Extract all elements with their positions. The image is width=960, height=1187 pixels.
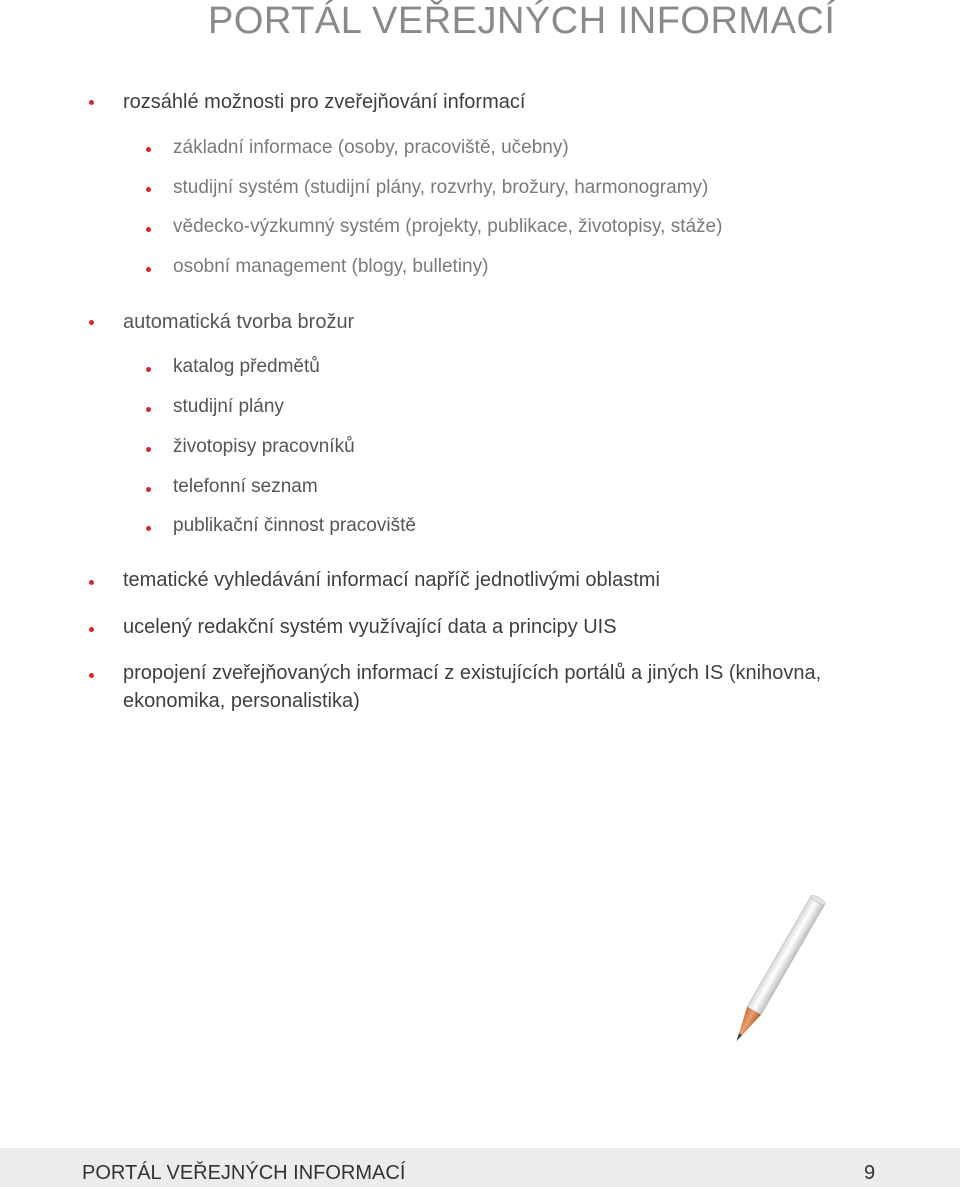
bullet (89, 320, 94, 325)
bullet (146, 187, 151, 192)
bullet (146, 447, 151, 452)
pencil-illustration (708, 890, 838, 1065)
bullet (89, 100, 94, 105)
list-subitem: studijní systém (studijní plány, rozvrhy, brožury, harmonogramy) (173, 177, 709, 198)
list-subitem: životopisy pracovníků (173, 436, 355, 457)
page-number: 9 (864, 1162, 876, 1184)
page-title: PORTÁL VEŘEJNÝCH INFORMACÍ (208, 0, 836, 42)
bullet (89, 673, 94, 678)
list-item-linking-line1: propojení zveřejňovaných informací z existujících portálů a jiných IS (knihovna, (123, 662, 822, 684)
bullet (146, 267, 151, 272)
list-subitem: vědecko-výzkumný systém (projekty, publikace, životopisy, stáže) (173, 216, 723, 237)
list-item-search: tematické vyhledávání informací napříč jednotlivými oblastmi (123, 569, 660, 591)
bullet (89, 580, 94, 585)
list-item-brochures: automatická tvorba brožur (123, 311, 355, 333)
footer-title: PORTÁL VEŘEJNÝCH INFORMACÍ (82, 1162, 406, 1184)
bullet (89, 627, 94, 632)
list-subitem: katalog předmětů (173, 356, 320, 377)
list-item-publishing: rozsáhlé možnosti pro zveřejňování informací (123, 91, 526, 113)
list-subitem: osobní management (blogy, bulletiny) (173, 256, 489, 277)
bullet (146, 526, 151, 531)
list-item-linking-line2: ekonomika, personalistika) (123, 690, 360, 712)
list-subitem: základní informace (osoby, pracoviště, učebny) (173, 137, 569, 158)
bullet (146, 227, 151, 232)
bullet (146, 367, 151, 372)
bullet (146, 407, 151, 412)
list-subitem: publikační činnost pracoviště (173, 515, 416, 536)
list-subitem: studijní plány (173, 396, 284, 417)
bullet (146, 147, 151, 152)
bullet (146, 487, 151, 492)
list-subitem: telefonní seznam (173, 476, 318, 497)
list-item-editorial: ucelený redakční systém využívající data a principy UIS (123, 616, 617, 638)
